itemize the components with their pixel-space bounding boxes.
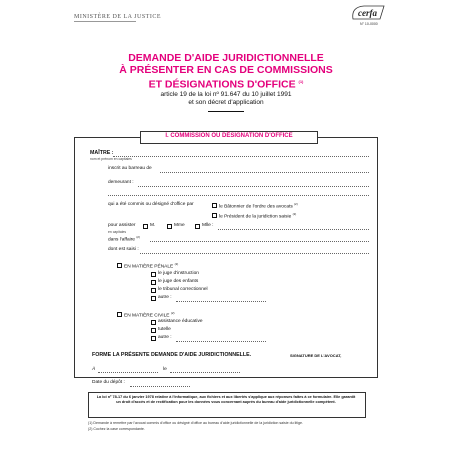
civile-note: (2)	[170, 311, 175, 315]
ministry-underline	[74, 21, 136, 22]
penale-option-label: le juge des enfants	[158, 279, 199, 284]
president-text: le Président de la juridiction saisie	[219, 214, 292, 220]
title-separator	[208, 111, 244, 112]
civile-text: EN MATIÈRE CIVILE	[124, 313, 170, 319]
beneficiaire-field[interactable]	[218, 229, 369, 230]
civile-autre-field[interactable]	[176, 341, 266, 342]
saisi-label: dont est saisi :	[108, 247, 139, 252]
demeurant-field[interactable]	[138, 186, 369, 187]
date-field[interactable]	[170, 372, 240, 373]
title-footnote-marker: (1)	[298, 79, 304, 84]
maitre-label: MAÎTRE :	[90, 150, 114, 156]
title-line-2: À PRÉSENTER EN CAS DE COMMISSIONS	[119, 64, 333, 76]
batonnier-checkbox[interactable]	[212, 203, 217, 208]
title-line-3	[0, 76, 452, 91]
affaire-note: (2)	[136, 235, 140, 239]
legal-reference-2: et son décret d'application	[188, 99, 264, 106]
le-label: le	[163, 367, 167, 372]
affaire-label	[108, 235, 140, 243]
title-line-3-text: ET DÉSIGNATIONS D'OFFICE	[148, 78, 296, 91]
assister-label: pour assister	[108, 223, 136, 228]
batonnier-note: (2)	[294, 202, 298, 206]
signature-label: SIGNATURE DE L'AVOCAT,	[290, 353, 342, 358]
legal-reference-1: article 19 de la loi nº 91.647 du 10 juillet 1991	[160, 91, 292, 98]
title-line-1: DEMANDE D'AIDE JURIDICTIONNELLE	[128, 52, 324, 64]
mlle-checkbox[interactable]	[195, 224, 200, 229]
president-note: (2)	[292, 212, 297, 216]
penale-label	[124, 262, 178, 270]
maitre-hint: nom et prénom en capitales	[90, 157, 132, 161]
penale-option-label: le juge d'instruction	[158, 271, 199, 276]
penale-note: (2)	[174, 262, 179, 266]
penale-text: EN MATIÈRE PÉNALE	[124, 264, 174, 270]
batonnier-label	[219, 202, 298, 210]
penale-option-checkbox[interactable]	[151, 288, 156, 293]
civile-option-checkbox[interactable]	[151, 328, 156, 333]
president-label	[219, 212, 296, 220]
mlle-label: Mlle :	[202, 223, 214, 228]
mme-checkbox[interactable]	[167, 224, 172, 229]
ministry-heading: MINISTÈRE DE LA JUSTICE	[74, 14, 161, 20]
penale-option-label: autre :	[158, 295, 172, 300]
lieu-field[interactable]	[98, 372, 158, 373]
batonnier-text: le Bâtonnier de l'ordre des avocats	[219, 204, 293, 210]
cerfa-logo	[350, 4, 386, 22]
m-checkbox[interactable]	[143, 224, 148, 229]
depot-field[interactable]	[130, 386, 190, 387]
penale-autre-field[interactable]	[176, 301, 266, 302]
barreau-field[interactable]	[160, 172, 369, 173]
civile-option-checkbox[interactable]	[151, 320, 156, 325]
penale-checkbox[interactable]	[117, 263, 122, 268]
civile-option-label: assistance éducative	[158, 319, 203, 324]
civile-option-checkbox[interactable]	[151, 336, 156, 341]
civile-option-label: tutelle	[158, 327, 171, 332]
section-title: I. COMMISSION OU DÉSIGNATION D'OFFICE	[165, 133, 293, 139]
footnote-1: (1) Demande à remettre par l'avocat commis d'office ou désigné d'office au bureau d'aide juridictionnelle de la juridiction saisie du litige.	[88, 421, 303, 425]
a-label: À	[92, 367, 96, 372]
formule: FORME LA PRÉSENTE DEMANDE D'AIDE JURIDICTIONNELLE.	[92, 352, 252, 358]
penale-option-checkbox[interactable]	[151, 296, 156, 301]
notice-text: La loi nº 78-17 du 6 janvier 1978 relative à l'informatique, aux fichiers et aux libertés s'applique aux réponses faites à ce formulaire. Elle garantit un droit d'accès et de rectification pour les données vous concernant auprès du bureau d'aide juridictionnelle compétent.	[96, 395, 356, 405]
commis-label: qui a été commis ou désigné d'office par	[108, 202, 194, 207]
penale-option-checkbox[interactable]	[151, 272, 156, 277]
mme-label: Mme	[174, 223, 185, 228]
cerfa-number: N° 10-0000	[360, 22, 378, 26]
demeurant-label: demeurant :	[108, 180, 134, 185]
civile-option-label: autre :	[158, 335, 172, 340]
saisi-field[interactable]	[140, 253, 369, 254]
penale-option-checkbox[interactable]	[151, 280, 156, 285]
penale-option-label: le tribunal correctionnel	[158, 287, 208, 292]
civile-checkbox[interactable]	[117, 312, 122, 317]
maitre-field[interactable]	[113, 156, 369, 157]
affaire-field[interactable]	[150, 241, 369, 242]
inscrit-label: inscrit au barreau de	[108, 166, 152, 171]
demeurant-field-2[interactable]	[108, 195, 369, 196]
affaire-text: dans l'affaire	[108, 237, 135, 243]
civile-label	[124, 311, 175, 319]
footnote-2: (2) Cochez la case correspondante.	[88, 427, 145, 431]
assister-hint: en capitales	[108, 230, 127, 234]
depot-label: Date du dépôt :	[92, 380, 125, 385]
cerfa-logo-text: cerfa	[358, 8, 377, 18]
m-label: M.	[150, 223, 156, 228]
president-checkbox[interactable]	[212, 213, 217, 218]
